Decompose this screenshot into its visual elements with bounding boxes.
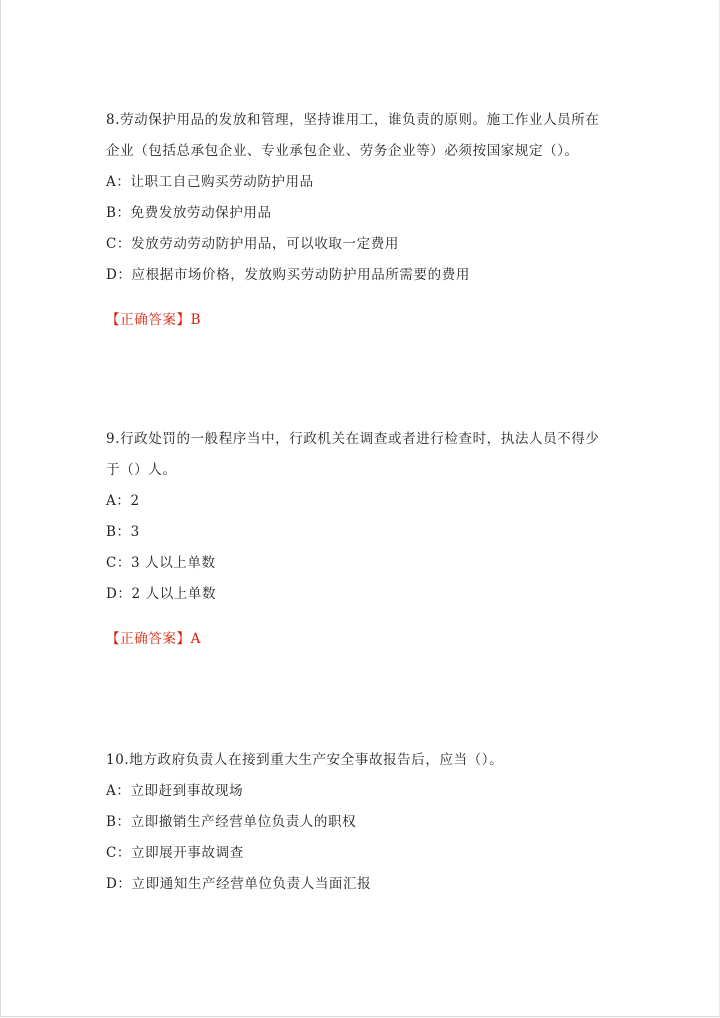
question-stem: 8.劳动保护用品的发放和管理，坚持谁用工，谁负责的原则。施工作业人员所在: [106, 112, 600, 128]
option-c: C：3 人以上单数: [106, 555, 216, 571]
question-9: [106, 424, 626, 610]
question-stem: 企业（包括总承包企业、专业承包企业、劳务企业等）必须按国家规定（）。: [106, 143, 579, 159]
option-b: B：免费发放劳动保护用品: [106, 205, 272, 221]
option-b: B：3: [106, 524, 140, 540]
correct-answer: 【正确答案】B: [106, 312, 202, 328]
option-a: A：2: [106, 493, 140, 509]
option-a: A：立即赶到事故现场: [106, 783, 244, 799]
question-stem: 9.行政处罚的一般程序当中，行政机关在调查或者进行检查时，执法人员不得少: [106, 431, 600, 447]
option-b: B：立即撤销生产经营单位负责人的职权: [106, 814, 357, 830]
option-d: D：2 人以上单数: [106, 586, 217, 602]
question-8: [106, 105, 626, 291]
question-stem: 10.地方政府负责人在接到重大生产安全事故报告后，应当（）。: [106, 752, 504, 768]
question-stem: 于（）人。: [106, 462, 177, 478]
option-c: C：发放劳动劳动防护用品，可以收取一定费用: [106, 236, 399, 252]
correct-answer: 【正确答案】A: [106, 631, 201, 647]
question-10: [106, 745, 626, 900]
option-a: A：让职工自己购买劳动防护用品: [106, 174, 314, 190]
option-d: D：立即通知生产经营单位负责人当面汇报: [106, 876, 372, 892]
option-d: D：应根据市场价格，发放购买劳动防护用品所需要的费用: [106, 267, 470, 283]
option-c: C：立即展开事故调查: [106, 845, 244, 861]
